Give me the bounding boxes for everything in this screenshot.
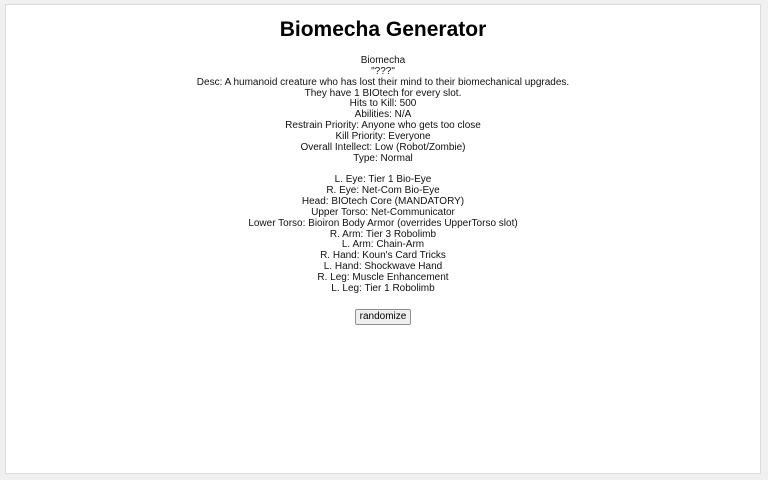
creature-description: Desc: A humanoid creature who has lost their mind to their biomechanical upgrades. They have 1 BIOtech for every slot. (196, 76, 570, 99)
hits-to-kill: Hits to Kill: 500 (349, 98, 417, 110)
slot-left-eye: L. Eye: Tier 1 Bio-Eye (334, 174, 432, 186)
slot-list (6, 175, 760, 294)
slot-right-hand: R. Hand: Koun's Card Tricks (320, 250, 446, 262)
creature-info (6, 56, 760, 295)
creature-name: Biomecha (360, 55, 406, 66)
slot-right-arm: R. Arm: Tier 3 Robolimb (329, 228, 437, 240)
button-row (6, 306, 760, 325)
slot-lower-torso: Lower Torso: Bioiron Body Armor (overrides UpperTorso slot) (248, 217, 518, 229)
slot-left-hand: L. Hand: Shockwave Hand (323, 261, 443, 273)
slot-left-leg: L. Leg: Tier 1 Robolimb (331, 282, 435, 294)
slot-left-arm: L. Arm: Chain-Arm (341, 239, 425, 251)
page-title: Biomecha Generator (279, 18, 487, 41)
kill-priority: Kill Priority: Everyone (335, 130, 431, 142)
slot-right-eye: R. Eye: Net-Com Bio-Eye (326, 185, 440, 197)
creature-nickname: "???" (371, 65, 395, 77)
creature-type: Type: Normal (353, 152, 413, 164)
slot-upper-torso: Upper Torso: Net-Communicator (311, 206, 455, 218)
randomize-button[interactable]: randomize (355, 309, 412, 325)
page-panel (5, 4, 761, 474)
slot-head: Head: BIOtech Core (MANDATORY) (301, 195, 465, 207)
abilities: Abilities: N/A (354, 109, 412, 121)
overall-intellect: Overall Intellect: Low (Robot/Zombie) (300, 141, 466, 153)
restrain-priority: Restrain Priority: Anyone who gets too close (285, 120, 481, 132)
slot-right-leg: R. Leg: Muscle Enhancement (317, 271, 449, 283)
